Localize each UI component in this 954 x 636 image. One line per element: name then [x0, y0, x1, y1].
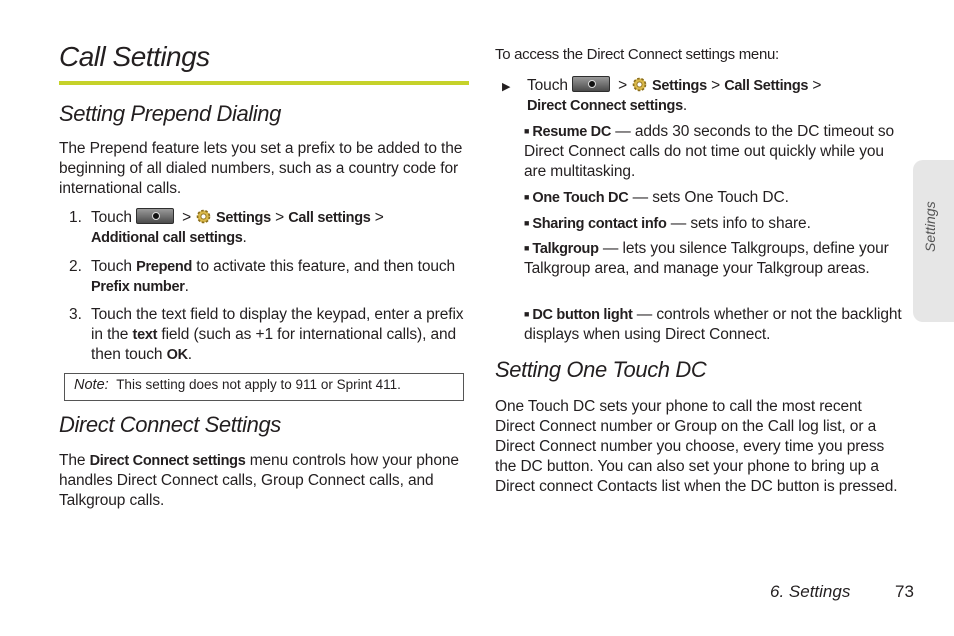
- option-name: Talkgroup: [532, 241, 599, 257]
- dc-path-sep3: >: [812, 77, 822, 94]
- menu-key-icon: [136, 208, 174, 224]
- dc-path: [527, 76, 902, 116]
- dc-path-sep2: >: [711, 77, 721, 94]
- right-intro: To access the Direct Connect settings menu:: [495, 46, 779, 63]
- option-item: [524, 187, 904, 208]
- step-3-number: 3.: [69, 306, 82, 323]
- settings-gear-icon: [195, 208, 212, 225]
- option-item: [524, 304, 904, 345]
- option-item: [524, 121, 904, 182]
- step-1-call-settings: Call settings: [288, 210, 371, 226]
- step-2-text-a: Touch: [91, 258, 132, 275]
- step-3: [91, 305, 466, 365]
- one-touch-heading: Setting One Touch DC: [495, 357, 707, 382]
- step-1: [91, 208, 466, 248]
- step-1-settings: Settings: [216, 210, 271, 226]
- step-2-text-b: to activate this feature, and then touch: [196, 258, 456, 275]
- step-1-sep3: >: [374, 209, 384, 226]
- option-desc: — lets you silence Talkgroups, define your Talkgroup area, and manage your Talkgroup areas.: [524, 240, 889, 277]
- step-2-prefix-number: Prefix number: [91, 279, 185, 295]
- dc-path-dc-settings: Direct Connect settings: [527, 98, 683, 114]
- square-bullet-icon: ■: [524, 192, 530, 202]
- option-name: DC button light: [532, 307, 633, 323]
- option-item: [524, 213, 904, 234]
- dc-path-settings: Settings: [652, 78, 707, 94]
- option-desc: — adds 30 seconds to the DC timeout so Direct Connect calls do not time out quickly while you are multitasking.: [524, 123, 895, 180]
- triangle-bullet-icon: ▶: [502, 81, 511, 93]
- option-item: [524, 238, 904, 279]
- step-1-end: .: [242, 229, 247, 246]
- note-box: [64, 373, 464, 401]
- side-tab: [913, 160, 954, 322]
- step-3-text-field: text: [132, 327, 158, 343]
- page-number: 73: [895, 582, 914, 601]
- option-desc: — controls whether or not the backlight displays when using Direct Connect.: [524, 306, 902, 343]
- dc-settings-label: Direct Connect settings: [89, 453, 246, 469]
- dc-path-end: .: [682, 97, 688, 114]
- step-2-prepend: Prepend: [136, 259, 193, 275]
- option-name: Resume DC: [532, 124, 612, 140]
- menu-key-icon: [572, 76, 610, 92]
- step-2-end: .: [184, 278, 189, 295]
- step-1-sep2: >: [275, 209, 285, 226]
- one-touch-text: One Touch DC sets your phone to call the most recent Direct Connect number or Group on the Call log list, or a Direct Connect number you choose, every time you press the DC button. You can also set your phone to bring up a Direct connect Contacts list when the DC button is pressed.: [495, 398, 898, 495]
- step-1-touch: Touch: [91, 209, 132, 226]
- step-1-additional: Additional call settings: [91, 230, 243, 246]
- note-text: This setting does not apply to 911 or Sprint 411.: [116, 377, 401, 392]
- step-3-text-b: field (such as +1 for international calls), and then touch: [91, 326, 457, 363]
- square-bullet-icon: ■: [524, 243, 530, 253]
- dc-path-touch: Touch: [527, 77, 568, 94]
- side-tab-label: Settings: [922, 201, 938, 252]
- step-1-sep1: >: [182, 209, 192, 226]
- option-name: Sharing contact info: [532, 216, 667, 232]
- dc-heading: Direct Connect Settings: [59, 412, 281, 437]
- step-1-number: 1.: [69, 209, 82, 226]
- dc-intro-text-a: The: [59, 452, 86, 469]
- prepend-heading: Setting Prepend Dialing: [59, 101, 281, 126]
- step-2-number: 2.: [69, 258, 82, 275]
- step-3-end: .: [187, 346, 192, 363]
- step-3-ok: OK: [166, 347, 188, 363]
- option-desc: — sets One Touch DC.: [628, 189, 789, 206]
- step-2: [91, 257, 466, 297]
- footer-section: 6. Settings: [770, 582, 851, 601]
- dc-path-sep1: >: [618, 77, 628, 94]
- prepend-intro: The Prepend feature lets you set a prefix to be added to the beginning of all dialed numbers, such as a country code for international calls.: [59, 140, 463, 197]
- option-name: One Touch DC: [532, 190, 629, 206]
- note-label: Note:: [74, 377, 109, 393]
- square-bullet-icon: ■: [524, 126, 530, 136]
- title-rule: [59, 81, 469, 85]
- square-bullet-icon: ■: [524, 309, 530, 319]
- option-desc: — sets info to share.: [666, 215, 811, 232]
- dc-path-call-settings: Call Settings: [724, 78, 809, 94]
- settings-gear-icon: [631, 76, 648, 93]
- page-title: Call Settings: [59, 41, 210, 72]
- step-3-text-a: Touch the text field to display the keypad, enter a prefix in the: [91, 306, 464, 343]
- dc-intro: [59, 451, 464, 511]
- square-bullet-icon: ■: [524, 218, 530, 228]
- dc-intro-text-b: menu controls how your phone handles Direct Connect calls, Group Connect calls, and Talkgroup calls.: [59, 452, 459, 509]
